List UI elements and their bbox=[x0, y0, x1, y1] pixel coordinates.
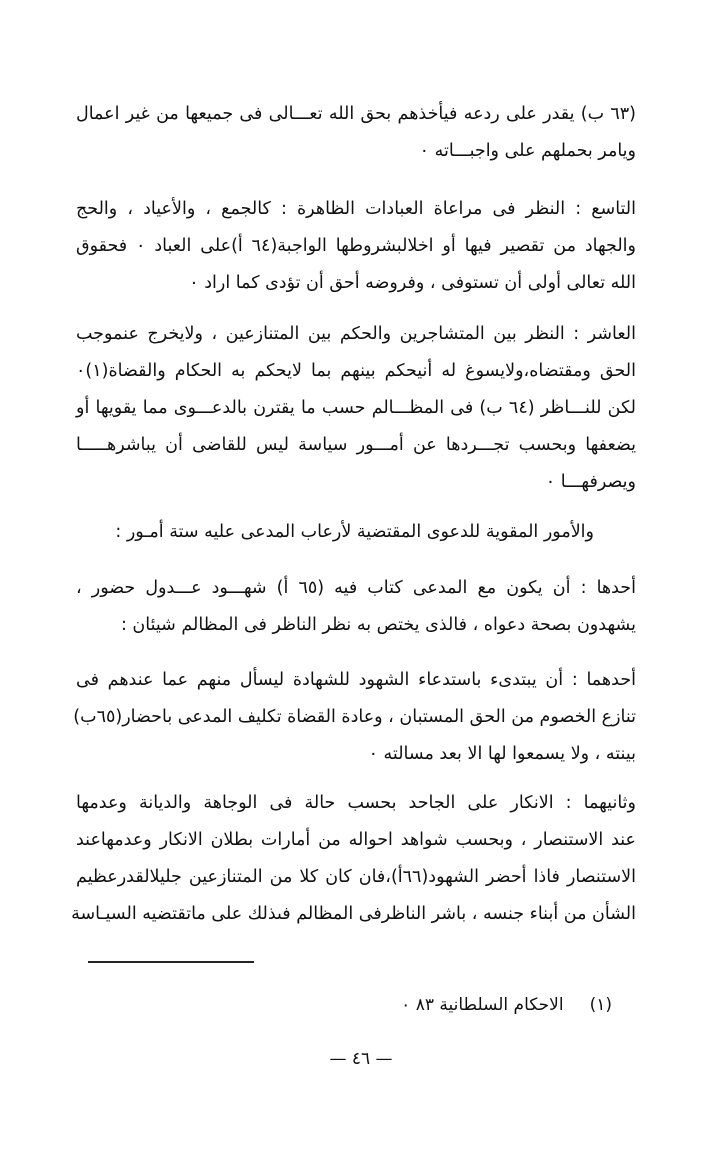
text-line: لكن للنـــاظر (٦٤ ب) فى المظـــالم حسب ما يقترن بالدعـــوى مما يقويها أو bbox=[76, 398, 636, 418]
paragraph-7 bbox=[71, 785, 636, 933]
text-line: العاشر : النظر بين المتشاجرين والحكم بين المتنازعين ، ولايخرج عنموجب bbox=[76, 324, 636, 344]
footnote-marker: (١) bbox=[589, 995, 612, 1015]
text-line: التاسع : النظر فى مراعاة العبادات الظاهرة : كالجمع ، والأعياد ، والحج bbox=[76, 199, 636, 219]
footnote-separator bbox=[88, 961, 254, 963]
text-line: وثانيهما : الانكار على الجاحد بحسب حالة فى الوجاهة والديانة وعدمها bbox=[76, 793, 636, 813]
text-line: الشأن من أبناء جنسه ، باشر الناظرفى المظالم فىذلك على ماتقتضيه السيـاسة bbox=[71, 904, 636, 924]
text-line: بينته ، ولا يسمعوا لها الا بعد مسالته ٠ bbox=[368, 744, 636, 764]
text-line: عند الاستنصار ، وبحسب شواهد احواله من أمارات بطلان الانكار وعدمهاعند bbox=[76, 830, 636, 850]
footnote-text: الاحكام السلطانية ٨٣ ٠ bbox=[401, 995, 564, 1015]
text-line: الاستنصار فاذا أحضر الشهود(٦٦أ)،فان كان كلا من المتنازعين جليلالقدرعظيم bbox=[76, 867, 636, 887]
text-line: والأمور المقوية للدعوى المقتضية لأرعاب المدعى عليه ستة أمـور : bbox=[115, 522, 594, 542]
paragraph-6 bbox=[73, 662, 636, 773]
text-line: يضعفها وبحسب تجـــردها عن أمـــور سياسة ليس للقاضى أن يباشرهـــــا bbox=[76, 435, 636, 455]
text-line: الله تعالى أولى أن تستوفى ، وفروضه أحق أن تؤدى كما اراد ٠ bbox=[189, 273, 636, 293]
text-line: والجهاد من تقصير فيها أو اخلالبشروطها الواجبة(٦٤ أ)على العباد ٠ فحقوق bbox=[76, 236, 636, 256]
paragraph-4 bbox=[34, 514, 594, 551]
text-line: أحدها : أن يكون مع المدعى كتاب فيه (٦٥ أ) شهـــود عـــدول حضور ، bbox=[76, 578, 636, 598]
text-line: أحدهما : أن يبتدىء باستدعاء الشهود للشهادة ليسأل منهم عما عندهم فى bbox=[76, 670, 636, 690]
paragraph-5 bbox=[76, 570, 636, 644]
text-line: الحق ومقتضاه،ولايسوغ له أنيحكم بينهم بما لايحكم به الحكام والقضاة(١)٠ bbox=[76, 361, 636, 381]
footnote bbox=[401, 990, 612, 1020]
text-line: يشهدون بصحة دعواه ، فالذى يختص به نظر الناظر فى المظالم شيئان : bbox=[120, 615, 636, 635]
paragraph-3 bbox=[76, 316, 636, 501]
paragraph-1 bbox=[76, 96, 636, 170]
page-number: — ٤٦ — bbox=[329, 1049, 393, 1069]
text-line: ويصرفهـــا ٠ bbox=[545, 472, 636, 492]
paragraph-2 bbox=[76, 191, 636, 302]
text-line: ويامر بحملهم على واجبـــاته ٠ bbox=[419, 141, 636, 161]
text-line: تنازع الخصوم من الحق المستبان ، وعادة القضاة تكليف المدعى باحضار(٦٥ب) bbox=[73, 707, 636, 727]
text-line: (٦٣ ب) يقدر على ردعه فيأخذهم بحق الله تعـــالى فى جميعها من غير اعمال bbox=[76, 104, 636, 124]
